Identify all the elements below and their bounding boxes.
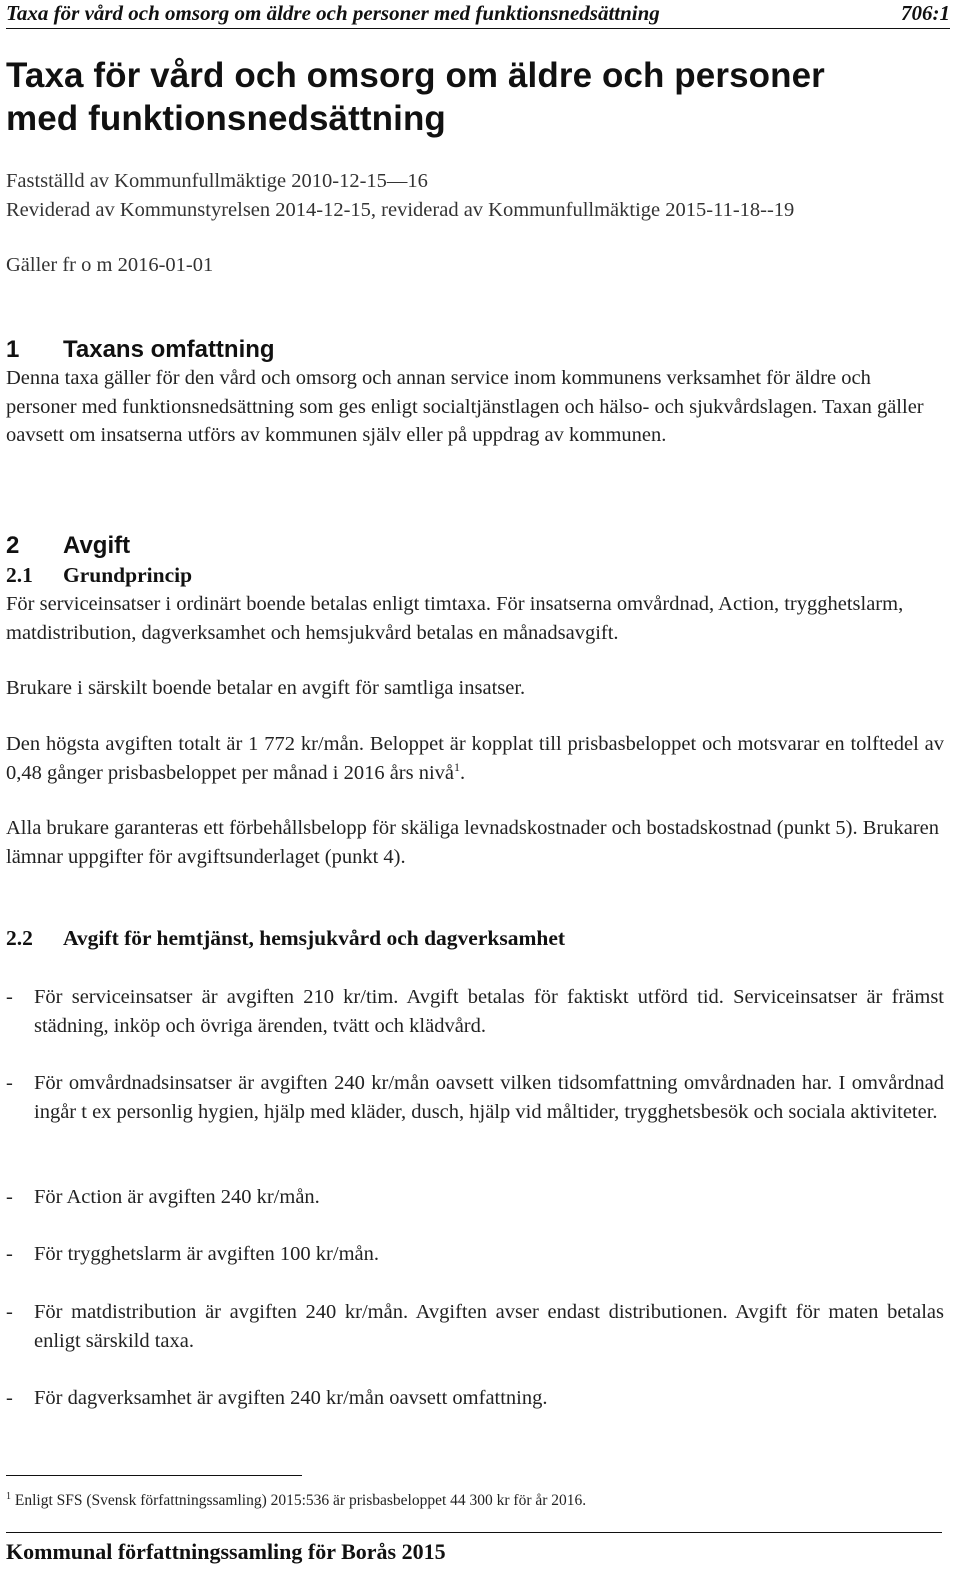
fee-item-text: För Action är avgiften 240 kr/mån. (34, 1186, 320, 1208)
paragraph-sarskilt-boende: Brukare i särskilt boende betalar en avgift för samtliga insatser. (6, 677, 526, 699)
fee-item-text: För dagverksamhet är avgiften 240 kr/mån oavsett omfattning. (34, 1387, 548, 1409)
fee-list-item (6, 1069, 944, 1126)
section-1-text: Denna taxa gäller för den vård och omsorg och annan service inom kommunens verksamhet för äldre och personer med funktionsnedsättning som ges enligt socialtjänstlagen och hälso- och sjukvårdslagen. Taxan gäller oavsett om insatserna utförs av kommunen själv eller på uppdrag av kommunen. (6, 367, 924, 446)
subsection-2-1-heading (6, 563, 960, 588)
bullet-dash: - (6, 1387, 13, 1409)
section-number: 2 (6, 532, 20, 559)
page-number: 706:1 (901, 1, 950, 25)
section-number: 1 (6, 336, 20, 363)
footer-separator (6, 1532, 942, 1533)
title-line-2: med funktionsnedsättning (6, 99, 446, 138)
sentence-end: . (460, 761, 466, 784)
section-2-heading (6, 532, 960, 560)
footnote-text: Enligt SFS (Svensk författningssamling) 2015:536 är prisbasbeloppet 44 300 kr för år 2016. (14, 1492, 587, 1510)
fee-list-item (6, 1240, 944, 1269)
running-title: Taxa för vård och omsorg om äldre och personer med funktionsnedsättning (6, 1, 660, 25)
fee-list-item (6, 1298, 944, 1355)
bullet-dash: - (6, 1301, 13, 1323)
fee-item-text: För trygghetslarm är avgiften 100 kr/mån. (34, 1243, 379, 1265)
paragraph-grundprincip: För serviceinsatser i ordinärt boende betalas enligt timtaxa. För insatserna omvårdnad, Action, trygghetslarm, matdistribution, dagverksamhet och hemsjukvård betalas en månadsavgift. (6, 593, 904, 644)
footnote-separator (6, 1475, 302, 1476)
subsection-number: 2.2 (6, 926, 33, 950)
bullet-dash: - (6, 1186, 13, 1208)
subsection-number: 2.1 (6, 563, 33, 587)
footnote (6, 1491, 960, 1510)
hogsta-avgift-text: Den högsta avgiften totalt är 1 772 kr/mån. Beloppet är kopplat till prisbasbeloppet och motsvarar en tolftedel av 0,48 gånger prisbasbeloppet per månad i 2016 års nivå (6, 733, 944, 784)
fee-list-item (6, 1384, 944, 1413)
title-line-1: Taxa för vård och omsorg om äldre och personer (6, 56, 825, 95)
fee-item-text: För serviceinsatser är avgiften 210 kr/tim. Avgift betalas för faktiskt utförd tid. Serviceinsatser är främst städning, inköp och övriga ärenden, tvätt och klädvård. (34, 986, 944, 1037)
subsection-title: Grundprincip (63, 563, 193, 587)
fee-list-item (6, 1183, 944, 1212)
running-header (6, 0, 950, 29)
fee-item-text: För matdistribution är avgiften 240 kr/mån. Avgiften avser endast distributionen. Avgift för maten betalas enligt särskild taxa. (34, 1301, 944, 1352)
footnote-marker: 1 (6, 1491, 11, 1502)
subsection-2-2-heading (6, 926, 960, 951)
fee-item-text: För omvårdnadsinsatser är avgiften 240 kr/mån oavsett vilken tidsomfattning omvårdnaden har. I omvårdnad ingår t ex personlig hygien, hjälp med kläder, dusch, hjälp vid måltider, trygghetsbesök och sociala aktiviteter. (34, 1072, 944, 1123)
section-1-heading (6, 336, 960, 364)
section-title: Avgift (63, 532, 131, 559)
adopted-line: Fastställd av Kommunfullmäktige 2010-12-15—16 (6, 170, 428, 192)
paragraph-forbehallsbelopp: Alla brukare garanteras ett förbehållsbelopp för skäliga levnadskostnader och bostadskostnad (punkt 5). Brukaren lämnar uppgifter för avgiftsunderlaget (punkt 4). (6, 817, 940, 868)
paragraph-hogsta-avgift (6, 730, 944, 787)
fee-list-item (6, 983, 944, 1040)
footnote-reference[interactable]: 1 (454, 759, 461, 774)
revised-line: Reviderad av Kommunstyrelsen 2014-12-15, reviderad av Kommunfullmäktige 2015-11-18--19 (6, 199, 795, 221)
document-title (6, 54, 906, 140)
footer-text: Kommunal författningssamling för Borås 2015 (6, 1539, 446, 1564)
bullet-dash: - (6, 986, 13, 1008)
subsection-title: Avgift för hemtjänst, hemsjukvård och dagverksamhet (63, 926, 566, 950)
valid-from-line: Gäller fr o m 2016-01-01 (6, 254, 214, 276)
bullet-dash: - (6, 1072, 13, 1094)
section-title: Taxans omfattning (63, 336, 275, 363)
bullet-dash: - (6, 1243, 13, 1265)
